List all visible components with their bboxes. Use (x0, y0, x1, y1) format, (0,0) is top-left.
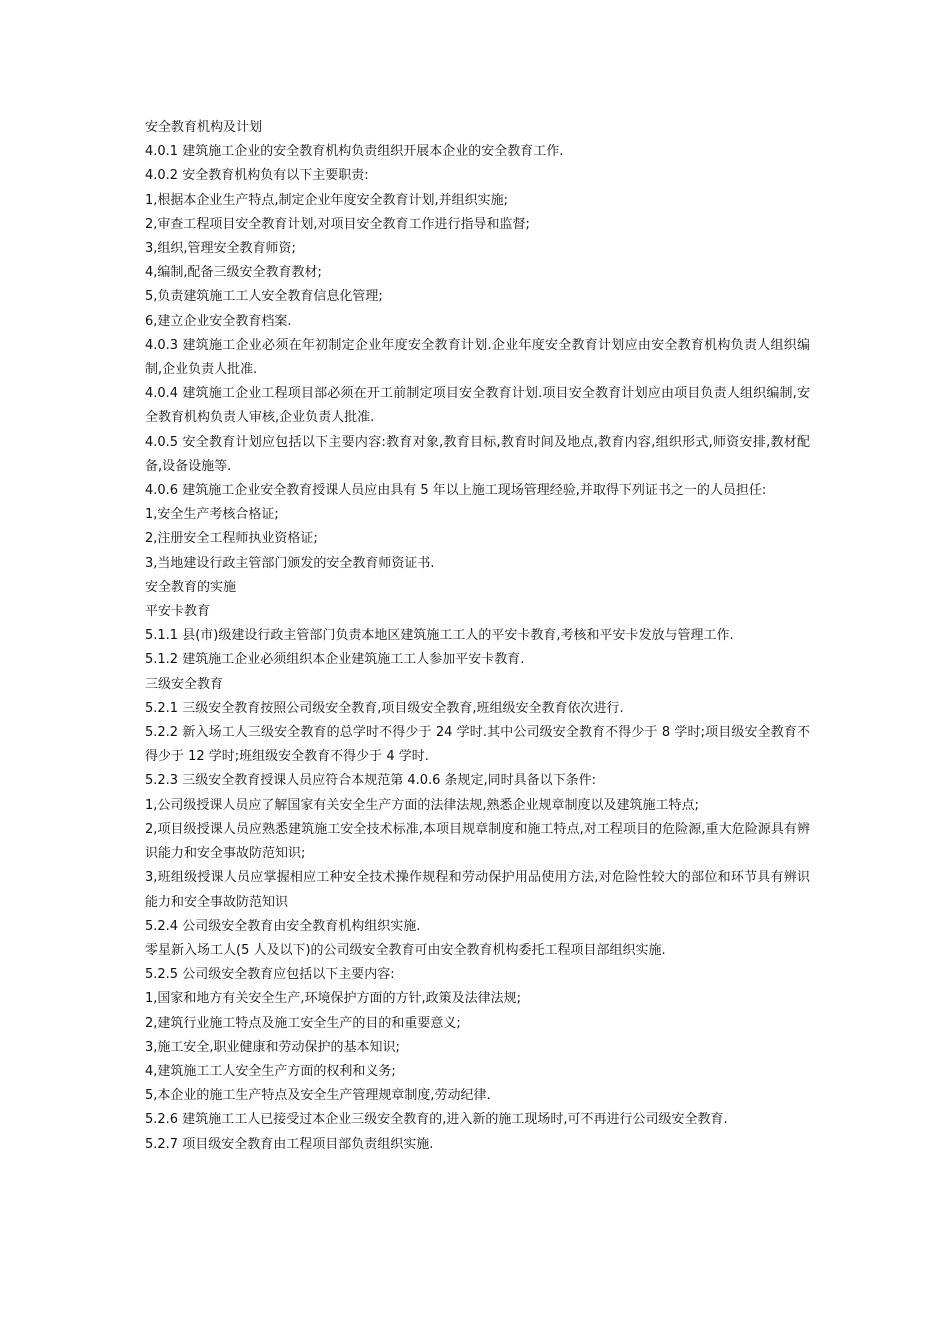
paragraph-line: 4.0.1 建筑施工企业的安全教育机构负责组织开展本企业的安全教育工作. (145, 144, 564, 160)
list-item: 5,本企业的施工生产特点及安全生产管理规章制度,劳动纪律. (145, 1088, 491, 1104)
paragraph-line: 4.0.4 建筑施工企业工程项目部必须在开工前制定项目安全教育计划.项目安全教育计划应由项目负责人组织编制,安全教育机构负责人审核,企业负责人批准. (145, 386, 810, 426)
paragraph-line: 5.2.2 新入场工人三级安全教育的总学时不得少于 24 学时.其中公司级安全教育不得少于 8 学时;项目级安全教育不得少于 12 学时;班组级安全教育不得少于 4 学时. (145, 725, 810, 765)
list-item: 1,国家和地方有关安全生产,环境保护方面的方针,政策及法律法规; (145, 991, 522, 1007)
list-item: 3,组织,管理安全教育师资; (145, 241, 296, 257)
list-item: 1,安全生产考核合格证; (145, 507, 279, 523)
paragraph-line: 4.0.6 建筑施工企业安全教育授课人员应由具有 5 年以上施工现场管理经验,并取得下列证书之一的人员担任: (145, 483, 767, 499)
list-item: 1,公司级授课人员应了解国家有关安全生产方面的法律法规,熟悉企业规章制度以及建筑施工特点; (145, 797, 699, 813)
list-item: 2,建筑行业施工特点及施工安全生产的目的和重要意义; (145, 1015, 461, 1031)
paragraph-line: 5.2.7 项目级安全教育由工程项目部负责组织实施. (145, 1136, 434, 1152)
heading-line: 平安卡教育 (145, 604, 211, 620)
paragraph-line: 4.0.2 安全教育机构负有以下主要职责: (145, 168, 369, 184)
paragraph-line: 4.0.3 建筑施工企业必须在年初制定企业年度安全教育计划.企业年度安全教育计划应由安全教育机构负责人组织编制,企业负责人批准. (145, 337, 810, 378)
paragraph-line: 5.2.4 公司级安全教育由安全教育机构组织实施. (145, 918, 421, 934)
paragraph-line: 4.0.5 安全教育计划应包括以下主要内容:教育对象,教育目标,教育时间及地点,教育内容,组织形式,师资安排,教材配备,设备设施等. (145, 434, 810, 474)
list-item: 2,审查工程项目安全教育计划,对项目安全教育工作进行指导和监督; (145, 216, 530, 232)
paragraph-line: 5.1.2 建筑施工企业必须组织本企业建筑施工工人参加平安卡教育. (145, 652, 525, 668)
list-item: 3,班组级授课人员应掌握相应工种安全技术操作规程和劳动保护用品使用方法,对危险性较大的部位和环节具有辨识能力和安全事故防范知识 (145, 870, 810, 910)
list-item: 3,当地建设行政主管部门颁发的安全教育师资证书. (145, 555, 435, 571)
list-item: 6,建立企业安全教育档案. (145, 313, 292, 329)
paragraph-line: 5.2.3 三级安全教育授课人员应符合本规范第 4.0.6 条规定,同时具备以下条件: (145, 773, 597, 789)
paragraph-line: 5.1.1 县(市)级建设行政主管部门负责本地区建筑施工工人的平安卡教育,考核和平安卡发放与管理工作. (145, 628, 734, 644)
list-item: 4,建筑施工工人安全生产方面的权利和义务; (145, 1063, 396, 1079)
list-item: 5,负责建筑施工工人安全教育信息化管理; (145, 289, 383, 305)
list-item: 1,根据本企业生产特点,制定企业年度安全教育计划,并组织实施; (145, 192, 509, 208)
document-body (145, 116, 810, 1157)
list-item: 3,施工安全,职业健康和劳动保护的基本知识; (145, 1039, 400, 1055)
list-item: 2,项目级授课人员应熟悉建筑施工安全技术标准,本项目规章制度和施工特点,对工程项目的危险源,重大危险源具有辨识能力和安全事故防范知识; (145, 821, 810, 862)
paragraph-line: 5.2.6 建筑施工工人已接受过本企业三级安全教育的,进入新的施工现场时,可不再进行公司级安全教育. (145, 1112, 728, 1128)
paragraph-line: 5.2.1 三级安全教育按照公司级安全教育,项目级安全教育,班组级安全教育依次进行. (145, 700, 624, 716)
paragraph-line: 零星新入场工人(5 人及以下)的公司级安全教育可由安全教育机构委托工程项目部组织实施. (145, 942, 666, 958)
heading-line: 安全教育的实施 (145, 579, 237, 595)
list-item: 2,注册安全工程师执业资格证; (145, 531, 318, 547)
heading-line: 安全教育机构及计划 (145, 120, 263, 135)
heading-line: 三级安全教育 (145, 676, 224, 692)
list-item: 4,编制,配备三级安全教育教材; (145, 265, 322, 281)
paragraph-line: 5.2.5 公司级安全教育应包括以下主要内容: (145, 967, 395, 983)
